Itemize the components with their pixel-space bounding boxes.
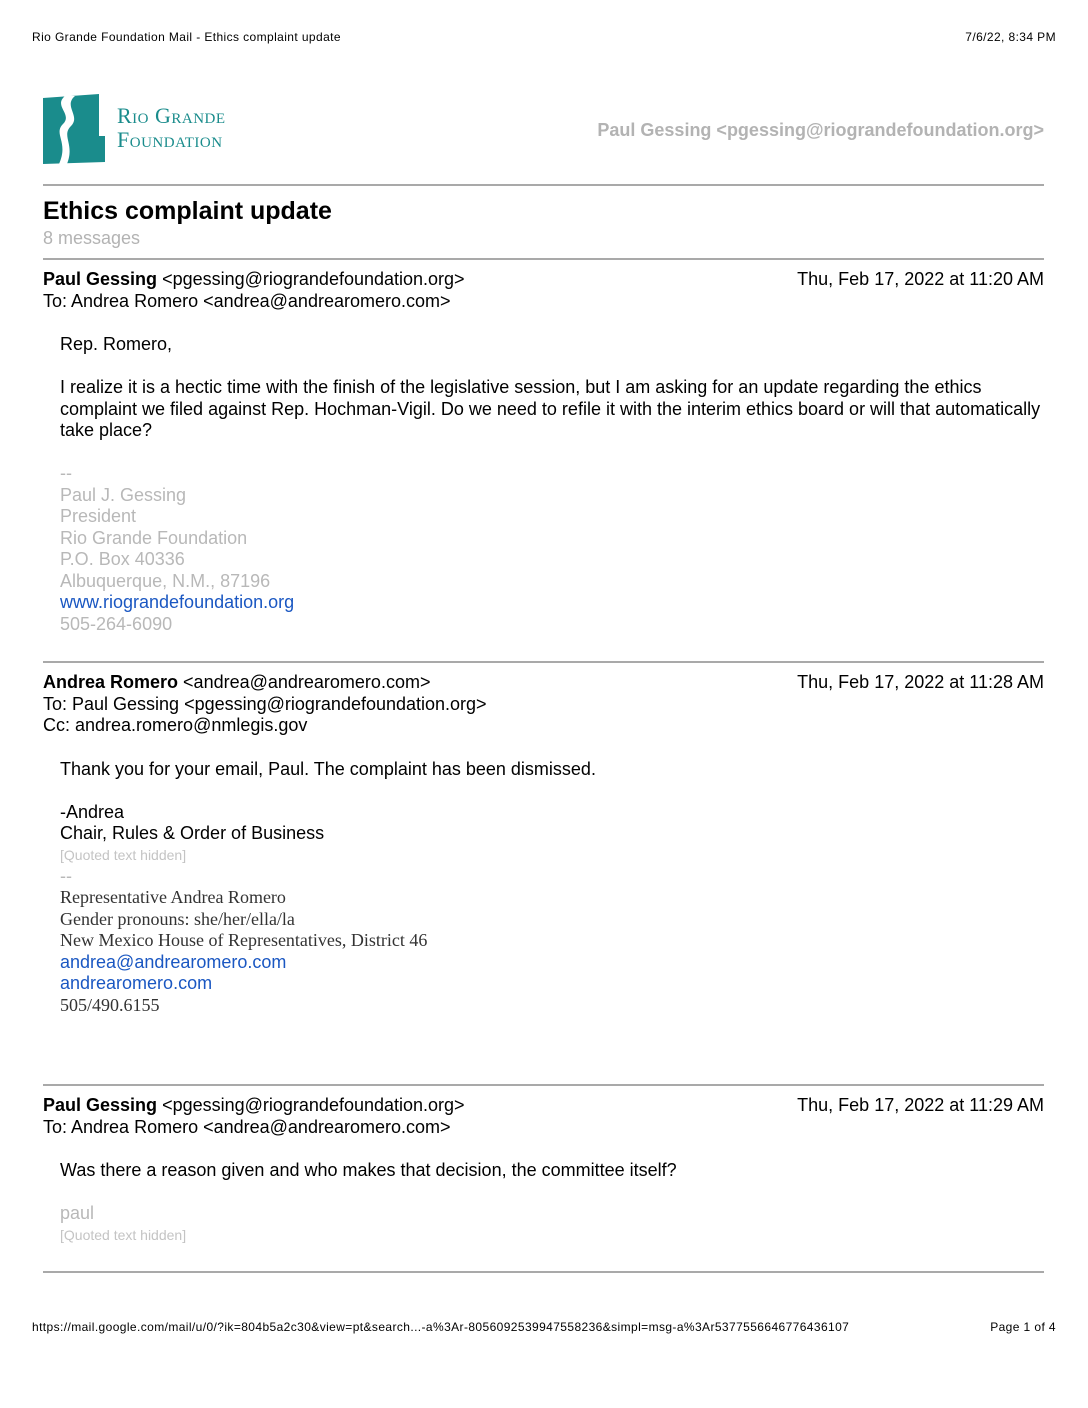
message-header <box>43 1095 1044 1117</box>
signature-website-link[interactable]: andrearomero.com <box>60 973 213 993</box>
print-title: Rio Grande Foundation Mail - Ethics complaint update <box>32 30 341 44</box>
signature <box>60 463 1044 635</box>
message <box>43 663 1044 1084</box>
rio-grande-foundation-logo <box>43 92 226 164</box>
sender-name: Andrea Romero <box>43 672 179 692</box>
print-datetime: 7/6/22, 8:34 PM <box>965 30 1056 44</box>
print-url: https://mail.google.com/mail/u/0/?ik=804b5a2c30&view=pt&search...-a%3Ar-8056092539947558236&simpl=msg-a%3Ar5377556646776436107 <box>32 1320 850 1334</box>
quoted-text-toggle[interactable]: [Quoted text hidden] <box>60 1226 187 1243</box>
signature-separator: -- <box>60 463 72 483</box>
sender <box>43 269 465 291</box>
message <box>43 260 1044 661</box>
print-footer <box>32 1320 1056 1334</box>
signature-line: New Mexico House of Representatives, District 46 <box>60 930 428 950</box>
signature-email-link[interactable]: andrea@andrearomero.com <box>60 951 287 972</box>
divider <box>43 1271 1044 1273</box>
message-body <box>43 334 1044 635</box>
cc-line: Cc: andrea.romero@nmlegis.gov <box>43 715 308 735</box>
body-paragraph: I realize it is a hectic time with the finish of the legislative session, but I am asking for an update regarding the ethics complaint we filed against Rep. Hochman-Vigil. Do we need to refile it with the interim ethics board or will that automatically take place? <box>60 377 1041 440</box>
signature-line: P.O. Box 40336 <box>60 549 185 569</box>
sender-name: Paul Gessing <box>43 1095 158 1115</box>
recipient-line: To: Andrea Romero <andrea@andrearomero.com> <box>43 290 451 311</box>
signature-separator: -- <box>60 865 72 886</box>
body-paragraph: Was there a reason given and who makes that decision, the committee itself? <box>60 1160 677 1180</box>
message-body <box>43 1160 1044 1246</box>
message-header <box>43 269 1044 291</box>
recipient-line: To: Andrea Romero <andrea@andrearomero.com> <box>43 1116 451 1137</box>
masthead <box>43 92 1044 184</box>
sender-role: Chair, Rules & Order of Business <box>60 823 325 843</box>
print-header <box>32 30 1056 44</box>
logo-line-1: Rio Grande <box>117 103 226 128</box>
thread-subject: Ethics complaint update <box>43 197 332 225</box>
message-date: Thu, Feb 17, 2022 at 11:20 AM <box>797 269 1044 289</box>
signoff: -Andrea <box>60 801 125 822</box>
message-date: Thu, Feb 17, 2022 at 11:28 AM <box>797 672 1044 692</box>
message-date: Thu, Feb 17, 2022 at 11:29 AM <box>797 1095 1044 1115</box>
signature-line: Gender pronouns: she/her/ella/la <box>60 908 295 929</box>
signoff: paul <box>60 1203 95 1223</box>
body-paragraph: Thank you for your email, Paul. The complaint has been dismissed. <box>60 758 596 779</box>
page-number: Page 1 of 4 <box>990 1320 1056 1334</box>
message-body <box>43 759 1044 1017</box>
message-header <box>43 672 1044 694</box>
sender-email: <andrea@andrearomero.com> <box>183 672 431 692</box>
signature-line: Paul J. Gessing <box>60 484 187 505</box>
signature-website-link[interactable]: www.riograndefoundation.org <box>60 592 295 612</box>
sender <box>43 1095 465 1117</box>
sender <box>43 672 430 694</box>
account-address: Paul Gessing <pgessing@riograndefoundation.org> <box>597 120 1044 140</box>
signature <box>60 866 1044 1017</box>
sender-email: <pgessing@riograndefoundation.org> <box>162 1095 465 1115</box>
logo-line-2: Foundation <box>117 127 223 152</box>
signature-line: Albuquerque, N.M., 87196 <box>60 570 271 591</box>
logo-wordmark <box>117 104 226 152</box>
sender-email: <pgessing@riograndefoundation.org> <box>162 269 465 289</box>
mail-print-view <box>43 92 1044 1273</box>
signature-line: Representative Andrea Romero <box>60 887 286 907</box>
river-mark-icon <box>43 92 107 164</box>
signature-line: President <box>60 506 137 526</box>
message-count: 8 messages <box>43 228 141 248</box>
message <box>43 1086 1044 1271</box>
quoted-text-toggle[interactable]: [Quoted text hidden] <box>60 846 187 863</box>
signature-phone: 505/490.6155 <box>60 994 160 1015</box>
sender-name: Paul Gessing <box>43 269 158 289</box>
divider <box>43 184 1044 186</box>
signature-line: Rio Grande Foundation <box>60 527 248 548</box>
recipient-line: To: Paul Gessing <pgessing@riograndefoundation.org> <box>43 693 487 714</box>
signature-phone: 505-264-6090 <box>60 613 173 634</box>
greeting: Rep. Romero, <box>60 334 173 354</box>
